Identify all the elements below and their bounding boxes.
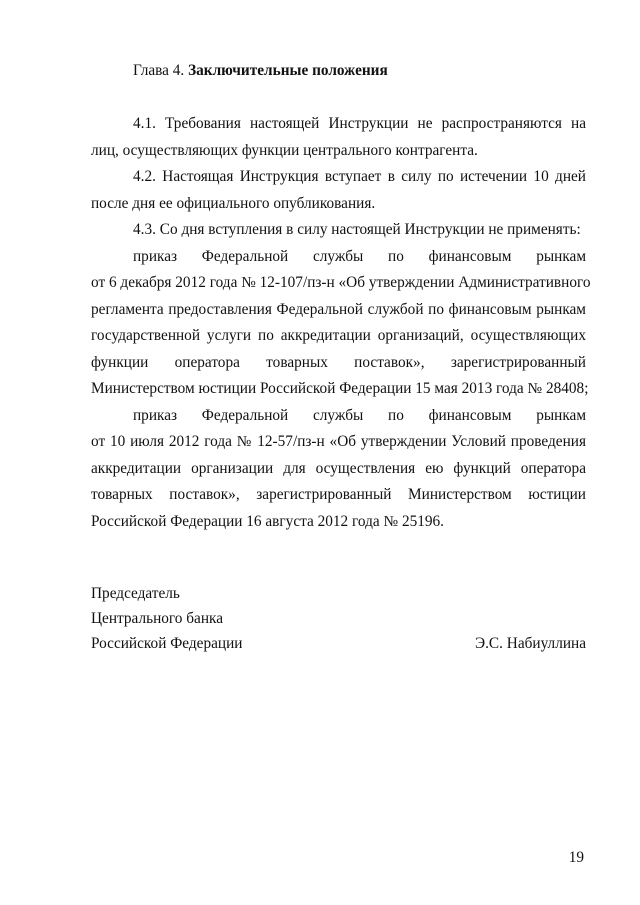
chapter-number: Глава 4. xyxy=(133,62,185,79)
paragraph-line: 4.1. Требования настоящей Инструкции не распространяются на xyxy=(133,115,586,132)
paragraph-line: 4.2. Настоящая Инструкция вступает в силу по истечении 10 дней xyxy=(133,168,586,185)
paragraph-line: 4.3. Со дня вступления в силу настоящей Инструкции не применять: xyxy=(133,221,581,238)
paragraph-4-2 xyxy=(91,164,586,217)
chapter-title: Заключительные положения xyxy=(188,62,388,79)
paragraph-line: функции оператора товарных поставок», зарегистрированный xyxy=(91,353,586,371)
signatory-position-line: Центрального банка xyxy=(91,610,224,627)
paragraph-line: Российской Федерации 16 августа 2012 года № 25196. xyxy=(91,512,445,530)
paragraph-line: от 6 декабря 2012 года № 12-107/пз-н «Об утверждении Административного xyxy=(91,274,591,291)
paragraph-line: лиц, осуществляющих функции центрального контрагента. xyxy=(91,141,478,159)
signature-block xyxy=(91,581,586,656)
order-paragraph-2 xyxy=(91,403,586,536)
paragraph-line: товарных поставок», зарегистрированный Министерством юстиции xyxy=(91,486,586,503)
paragraph-line: после дня ее официального опубликования. xyxy=(91,194,376,212)
order-paragraph-1 xyxy=(91,244,591,403)
paragraph-line: Министерством юстиции Российской Федерации 15 мая 2013 года № 28408; xyxy=(91,380,589,397)
page-number: 19 xyxy=(568,849,584,866)
paragraph-line: от 10 июля 2012 года № 12-57/пз-н «Об утверждении Условий проведения xyxy=(91,433,586,450)
paragraph-line: приказ Федеральной службы по финансовым рынкам xyxy=(133,406,586,424)
signatory-position-line: Председатель xyxy=(91,585,180,602)
signatory-position-line: Российской Федерации xyxy=(91,635,243,652)
paragraph-line: регламента предоставления Федеральной службой по финансовым рынкам xyxy=(91,300,586,318)
paragraph-line: приказ Федеральной службы по финансовым рынкам xyxy=(133,247,586,265)
paragraph-4-3 xyxy=(91,217,586,244)
chapter-heading xyxy=(133,60,388,82)
paragraph-line: аккредитации организации для осуществления ею функций оператора xyxy=(91,459,586,477)
signatory-name: Э.С. Набиуллина xyxy=(475,635,586,652)
paragraph-line: государственной услуги по аккредитации организаций, осуществляющих xyxy=(91,327,586,344)
paragraph-4-1 xyxy=(91,111,586,164)
